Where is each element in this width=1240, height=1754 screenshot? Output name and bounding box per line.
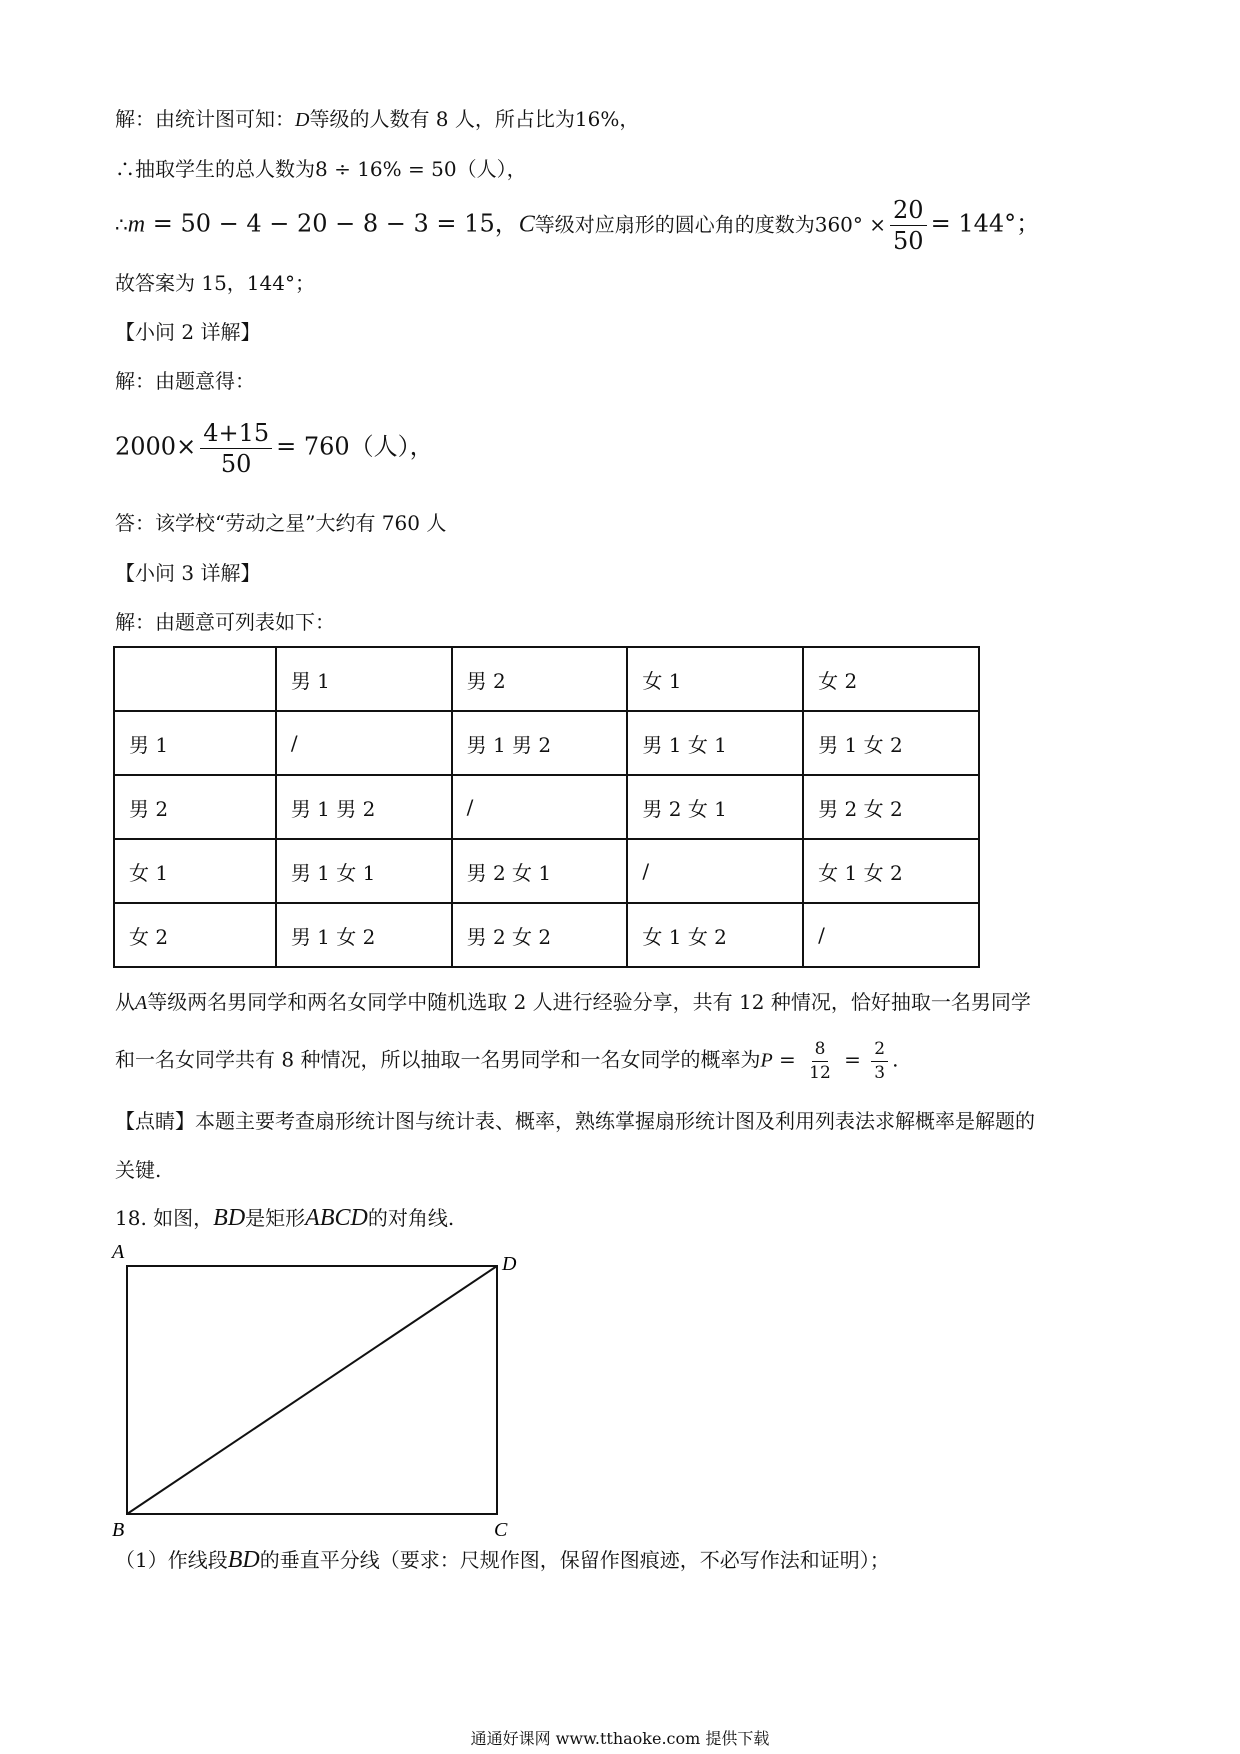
table-cell: / <box>627 839 803 903</box>
table-cell: 男 1 女 1 <box>627 711 803 775</box>
table-cell: 女 1 女 2 <box>627 903 803 967</box>
fraction-2-3: $\frac{2}{3}$ <box>871 1040 888 1082</box>
table-cell: 男 1 <box>276 647 452 711</box>
table-row <box>114 839 979 903</box>
table-cell: 男 1 女 2 <box>276 903 452 967</box>
comment-line-1: 【点睛】本题主要考查扇形统计图与统计表、概率，熟练掌握扇形统计图及利用列表法求解概率是解题的 <box>115 1109 1035 1133</box>
comment-line-2: 关键. <box>115 1158 162 1182</box>
table-cell: 女 1 <box>114 839 276 903</box>
table-cell: 男 1 <box>114 711 276 775</box>
question-18-part-1: （1）作线段BD的垂直平分线（要求：尺规作图，保留作图痕迹，不必写作法和证明）； <box>115 1547 890 1573</box>
var-d: D <box>295 109 310 131</box>
part3-heading: 【小问 3 详解】 <box>115 561 261 585</box>
label-b: B <box>112 1519 125 1540</box>
part2-calc: 2000× $\frac{4+15}{50}$ = 760（人）， <box>115 419 434 479</box>
var-m: m <box>127 211 146 238</box>
table-cell: / <box>452 775 628 839</box>
solution-line-1: 解：由统计图可知：D等级的人数有 8 人，所占比为16%， <box>115 107 640 131</box>
label-a: A <box>112 1241 125 1263</box>
fraction-8-12: $\frac{8}{12}$ <box>809 1039 831 1083</box>
var-abcd: ABCD <box>305 1205 368 1231</box>
part2-answer: 答：该学校“劳动之星”大约有 760 人 <box>115 511 447 535</box>
question-18: 18. 如图，BD是矩形ABCD的对角线. <box>115 1205 455 1231</box>
table-cell: 女 1 <box>627 647 803 711</box>
table-cell: / <box>276 711 452 775</box>
table-cell: / <box>803 903 979 967</box>
table-cell: 男 2 女 2 <box>803 775 979 839</box>
page-footer: 通通好课网 www.tthaoke.com 提供下载 <box>470 1729 770 1748</box>
table-cell: 男 1 女 2 <box>803 711 979 775</box>
table-cell: 女 1 女 2 <box>803 839 979 903</box>
diagonal-bd <box>127 1266 497 1514</box>
table-cell: 女 2 <box>803 647 979 711</box>
table-cell: 男 2 女 1 <box>452 839 628 903</box>
part3-line-1: 解：由题意可列表如下： <box>115 610 335 634</box>
var-bd-2: BD <box>227 1547 260 1573</box>
table-cell: 男 2 女 2 <box>452 903 628 967</box>
table-row <box>114 775 979 839</box>
probability-text-1: 从A等级两名男同学和两名女同学中随机选取 2 人进行经验分享，共有 12 种情况，恰好抽取一名男同学 <box>115 990 1031 1014</box>
table-cell: 男 2 <box>452 647 628 711</box>
label-d: D <box>502 1253 517 1275</box>
table-cell: 男 1 男 2 <box>452 711 628 775</box>
part2-heading: 【小问 2 详解】 <box>115 320 261 344</box>
table-cell <box>114 647 276 711</box>
label-c: C <box>494 1519 508 1540</box>
solution-line-4: 故答案为 15，144°； <box>115 271 315 295</box>
table-cell: 男 1 女 1 <box>276 839 452 903</box>
probability-table <box>113 646 980 968</box>
var-c: C <box>518 211 535 238</box>
table-cell: 男 2 女 1 <box>627 775 803 839</box>
table-cell: 女 2 <box>114 903 276 967</box>
solution-line-2: ∴抽取学生的总人数为8 ÷ 16% = 50（人）， <box>115 157 527 181</box>
table-row <box>114 647 979 711</box>
table-row <box>114 903 979 967</box>
table-row <box>114 711 979 775</box>
part2-line-1: 解：由题意得： <box>115 369 255 393</box>
var-bd: BD <box>213 1205 246 1231</box>
fraction-sum-50: $\frac{4+15}{50}$ <box>200 420 272 478</box>
var-a: A <box>135 992 148 1014</box>
table-cell: 男 1 男 2 <box>276 775 452 839</box>
table-cell: 男 2 <box>114 775 276 839</box>
probability-text-2: 和一名女同学共有 8 种情况，所以抽取一名男同学和一名女同学的概率为P = $\frac{8}{12}$ = $\frac{2}{3}$ . <box>115 1039 899 1083</box>
fraction-20-50: $\frac{20}{50}$ <box>890 197 927 255</box>
solution-line-3: ∴m = 50 − 4 − 20 − 8 − 3 = 15，C等级对应扇形的圆心角的度数为360° × $\frac{20}{50}$ = 144°； <box>115 196 1041 256</box>
rectangle-figure <box>110 1240 540 1540</box>
var-p: P <box>760 1049 773 1072</box>
